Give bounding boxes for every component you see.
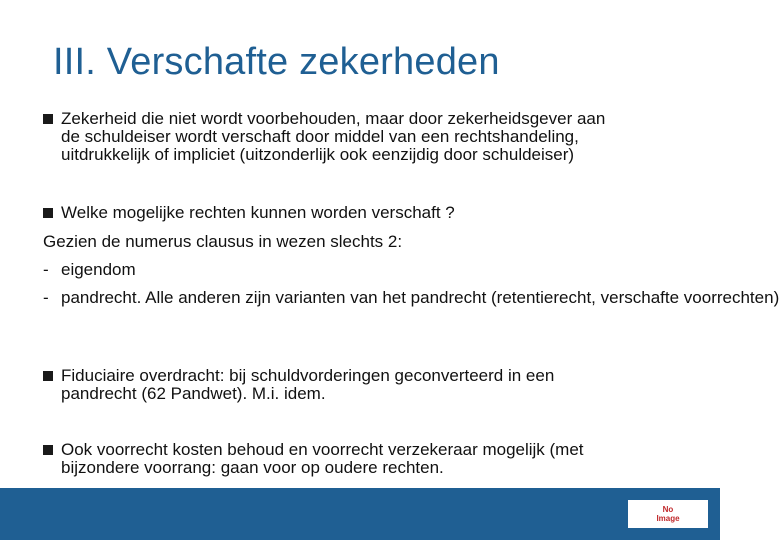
no-image-label-line-2: Image	[656, 514, 680, 523]
bullet-text-line-2: de schuldeiser wordt verschaft door middel van een rechtshandeling,	[61, 127, 579, 146]
bullet-text-line-1: Fiduciaire overdracht: bij schuldvorderingen geconverteerd in een	[61, 366, 555, 385]
dash-text-line-1: pandrecht. Alle anderen zijn varianten van het pandrecht (retentierecht,	[61, 288, 596, 307]
bullet-item-4	[43, 441, 683, 477]
bullet-line	[43, 367, 683, 403]
dash-marker: -	[43, 288, 49, 307]
dash-text-line-2: verschafte voorrechten)	[600, 288, 779, 307]
bullet-line	[43, 441, 683, 477]
bullet-text-line-2: pandrecht (62 Pandwet). M.i. idem.	[61, 384, 326, 403]
no-image-placeholder	[628, 500, 708, 528]
bullet-text-line-1: Ook voorrecht kosten behoud en voorrecht verzekeraar mogelijk (met	[61, 440, 584, 459]
square-bullet-icon	[43, 371, 53, 381]
slide-title: III. Verschafte zekerheden	[53, 41, 500, 83]
bullet-item-3	[43, 367, 683, 403]
bullet-text-line-2: bijzondere voorrang: gaan voor op oudere rechten.	[61, 458, 444, 477]
dash-text-line-1: eigendom	[61, 260, 136, 279]
square-bullet-icon	[43, 114, 53, 124]
dash-marker: -	[43, 260, 49, 279]
bullet-line	[43, 110, 683, 164]
no-image-label-line-1: No	[662, 505, 674, 514]
bullet-line	[43, 204, 683, 222]
bullet-text-line-3: uitdrukkelijk of impliciet (uitzonderlijk ook eenzijdig door schuldeiser)	[61, 145, 575, 164]
square-bullet-icon	[43, 445, 53, 455]
dash-item-1	[43, 261, 683, 279]
footer-bar	[0, 488, 720, 540]
dash-item-2	[43, 288, 779, 307]
bullet-item-1	[43, 110, 683, 164]
square-bullet-icon	[43, 208, 53, 218]
bullet-text-line-1: Zekerheid die niet wordt voorbehouden, maar door zekerheidsgever aan	[61, 109, 606, 128]
bullet-item-2	[43, 204, 683, 222]
plain-text: Gezien de numerus clausus in wezen slechts 2:	[43, 232, 403, 251]
bullet-text-line-1: Welke mogelijke rechten kunnen worden verschaft ?	[61, 203, 455, 222]
